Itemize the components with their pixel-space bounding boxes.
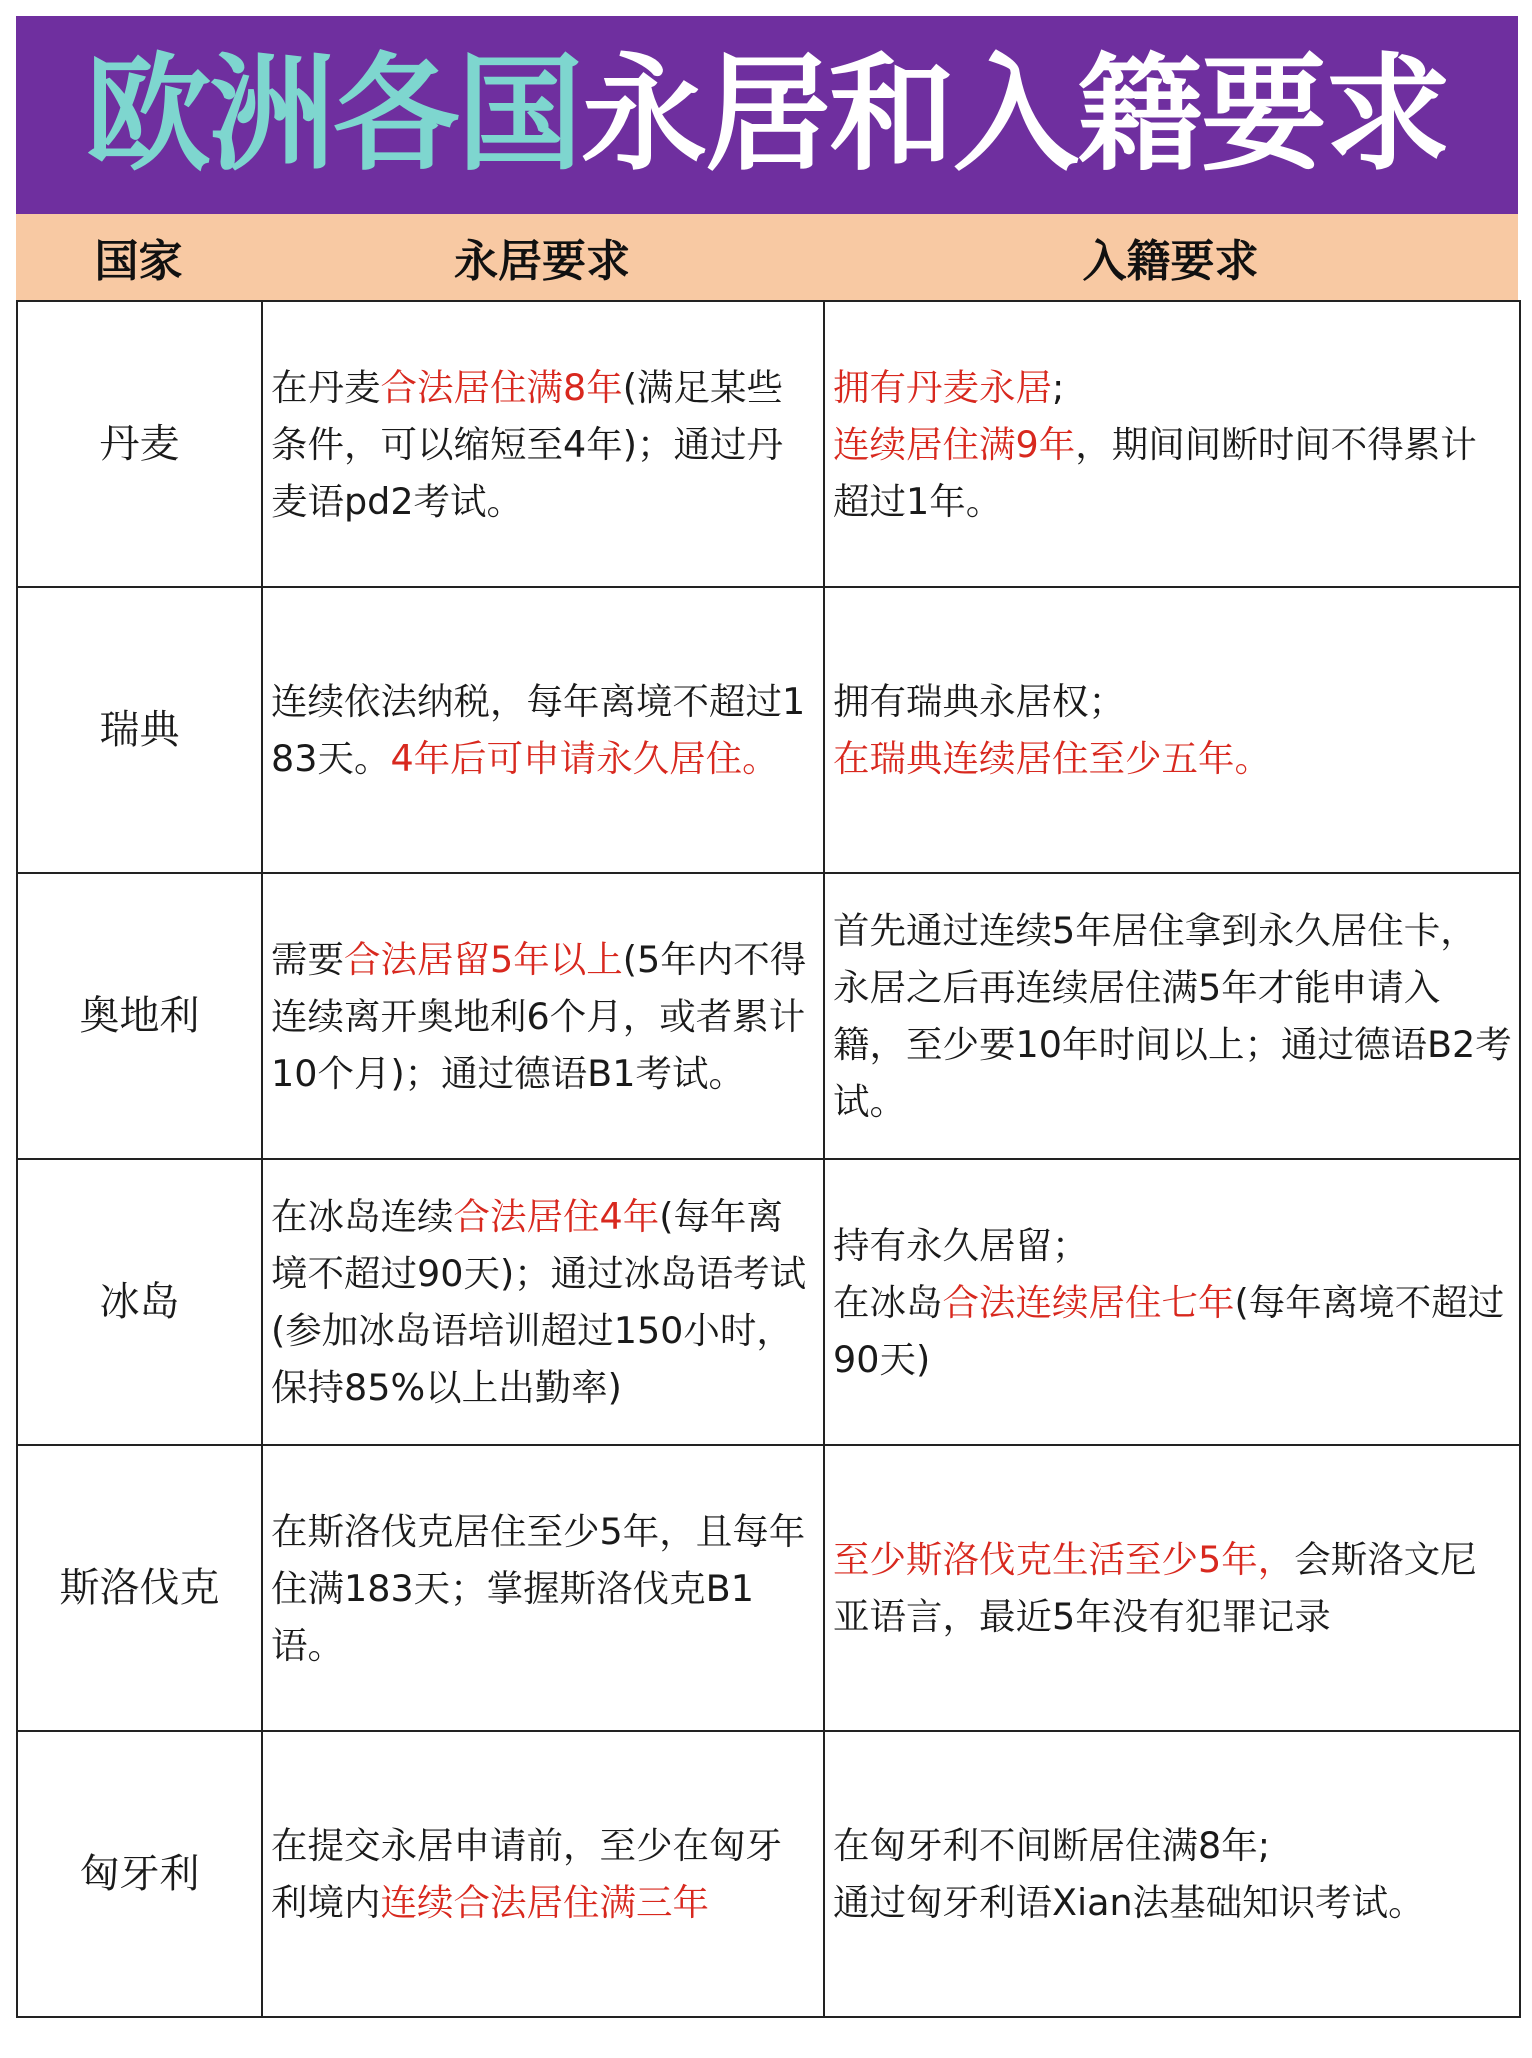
body-text: (5年内不得连续离开奥地利6个月，或者累计10个月)；通过德语B1考试。 xyxy=(271,937,807,1095)
highlight-text: 合法连续居住七年 xyxy=(942,1280,1235,1324)
table-row xyxy=(17,873,1520,1159)
country-cell: 瑞典 xyxy=(17,587,262,873)
requirements-table xyxy=(16,300,1521,2018)
highlight-text: 连续居住满9年 xyxy=(833,422,1076,466)
citizenship-requirement-cell xyxy=(824,1159,1520,1445)
table-row xyxy=(17,301,1520,587)
highlight-text: 4年后可申请永久居住。 xyxy=(390,737,779,780)
body-text: ; xyxy=(1052,365,1065,409)
highlight-text: 拥有丹麦永居 xyxy=(833,365,1052,409)
body-text: 在匈牙利不间断居住满8年; xyxy=(833,1824,1271,1867)
country-cell: 匈牙利 xyxy=(17,1731,262,2017)
table-row xyxy=(17,1445,1520,1731)
country-cell: 奥地利 xyxy=(17,873,262,1159)
citizenship-requirement-cell xyxy=(824,1445,1520,1731)
body-text: (满足某些条件，可以缩短至4年)；通过丹麦语pd2考试。 xyxy=(271,365,783,523)
highlight-text: 连续合法居住满三年 xyxy=(380,1881,709,1924)
country-cell: 冰岛 xyxy=(17,1159,262,1445)
title-banner xyxy=(16,16,1518,214)
table-body xyxy=(17,301,1520,2017)
header-citizenship: 入籍要求 xyxy=(1082,236,1259,287)
body-text: (每年离境不超过90天) xyxy=(833,1280,1505,1381)
body-text: 在冰岛 xyxy=(833,1280,943,1324)
pr-requirement-cell xyxy=(262,1731,824,2017)
body-text: 在斯洛伐克居住至少5年，且每年住满183天；掌握斯洛伐克B1语。 xyxy=(271,1509,806,1667)
country-cell: 丹麦 xyxy=(17,301,262,587)
citizenship-requirement-cell xyxy=(824,1731,1520,2017)
title-highlight: 欧洲各国 xyxy=(85,41,581,188)
header-pr: 永居要求 xyxy=(454,236,630,287)
pr-requirement-cell xyxy=(262,1159,824,1445)
highlight-text: 在瑞典连续居住至少五年。 xyxy=(833,737,1271,780)
citizenship-requirement-cell xyxy=(824,873,1520,1159)
citizenship-requirement-cell xyxy=(824,301,1520,587)
body-text: 会斯洛文尼亚语言，最近5年没有犯罪记录 xyxy=(833,1538,1477,1638)
body-text: 通过匈牙利语Xian法基础知识考试。 xyxy=(833,1881,1425,1924)
body-text: (每年离境不超过90天)；通过冰岛语考试(参加冰岛语培训超过150小时，保持85%以上出勤率) xyxy=(271,1195,807,1409)
body-text: 连续依法纳税，每年离境不超过183天。 xyxy=(271,680,806,780)
body-text: 拥有瑞典永居权； xyxy=(833,680,1125,723)
body-text: 在丹麦 xyxy=(271,365,381,409)
highlight-text: 合法居住满8年 xyxy=(380,365,623,409)
citizenship-requirement-cell xyxy=(824,587,1520,873)
pr-requirement-cell xyxy=(262,587,824,873)
table-row xyxy=(17,1159,1520,1445)
pr-requirement-cell xyxy=(262,301,824,587)
page-title xyxy=(85,41,1449,188)
header-country: 国家 xyxy=(94,236,183,287)
table-row xyxy=(17,1731,1520,2017)
body-text: 持有永久居留； xyxy=(833,1223,1089,1267)
body-text: 在提交永居申请前，至少在匈牙利境内 xyxy=(271,1824,782,1924)
country-cell: 斯洛伐克 xyxy=(17,1445,262,1731)
title-main: 永居和入籍要求 xyxy=(581,41,1449,188)
pr-requirement-cell xyxy=(262,873,824,1159)
pr-requirement-cell xyxy=(262,1445,824,1731)
highlight-text: 至少斯洛伐克生活至少5年， xyxy=(833,1538,1295,1581)
table-header-row xyxy=(16,214,1518,300)
body-text: 需要 xyxy=(271,937,344,981)
table-row xyxy=(17,587,1520,873)
body-text: 在冰岛连续 xyxy=(271,1195,454,1238)
body-text: ，期间间断时间不得累计超过1年。 xyxy=(833,422,1477,523)
body-text: 首先通过连续5年居住拿到永久居住卡，永居之后再连续居住满5年才能申请入籍，至少要10年时间以上；通过德语B2考试。 xyxy=(833,909,1512,1123)
highlight-text: 合法居住4年 xyxy=(453,1195,660,1238)
highlight-text: 合法居留5年以上 xyxy=(344,937,623,981)
